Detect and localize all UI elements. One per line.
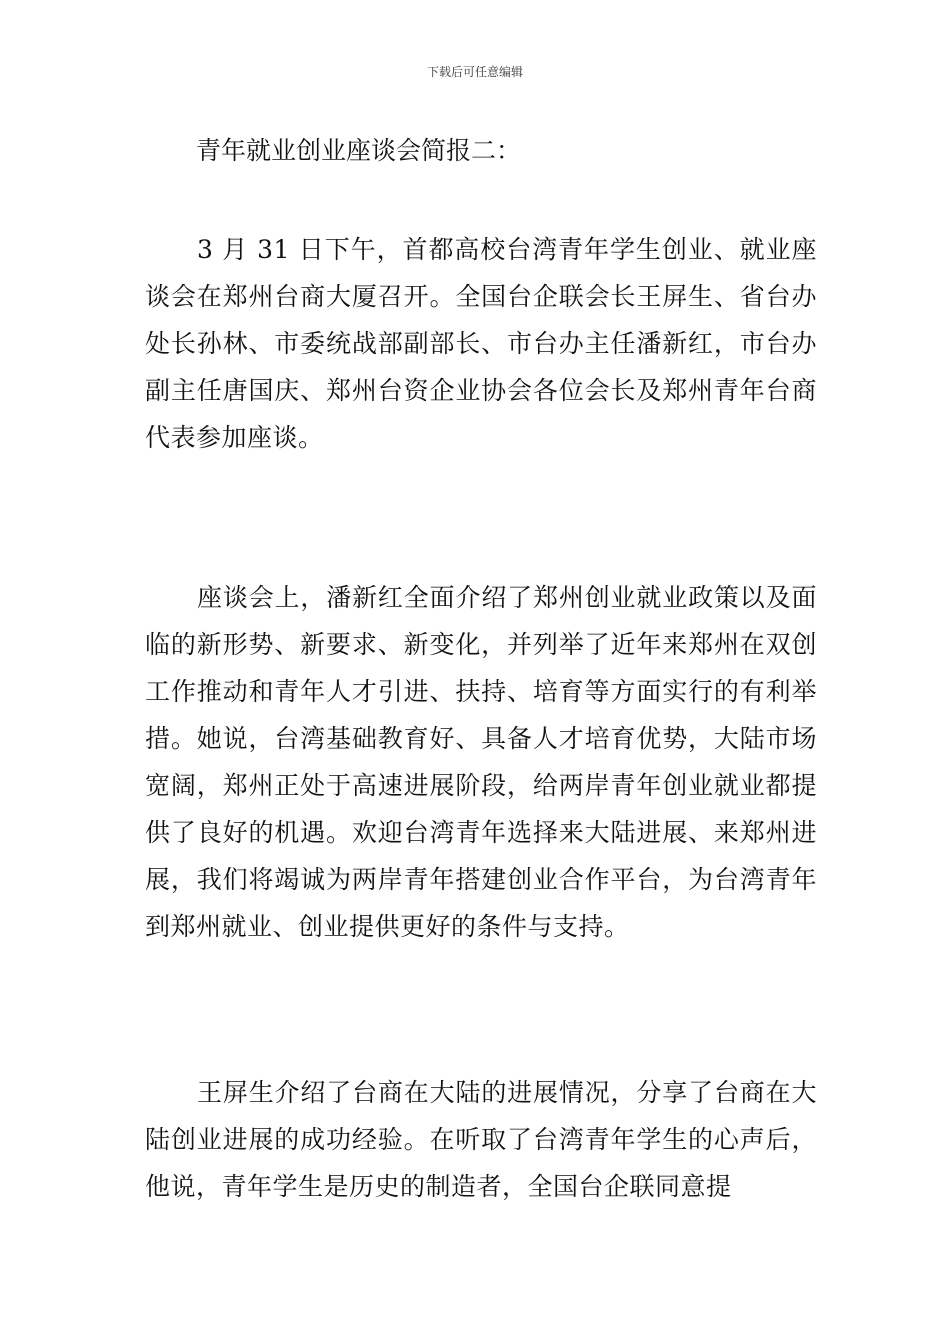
paragraph-2: 座谈会上，潘新红全面介绍了郑州创业就业政策以及面临的新形势、新要求、新变化，并列举了近年来郑州在双创工作推动和青年人才引进、扶持、培育等方面实行的有利举措。她说，台湾基础教育好、具备人才培育优势，大陆市场宽阔，郑州正处于高速进展阶段，给两岸青年创业就业都提供了良好的机遇。欢迎台湾青年选择来大陆进展、来郑州进展，我们将竭诚为两岸青年搭建创业合作平台，为台湾青年到郑州就业、创业提供更好的条件与支持。 <box>145 583 817 941</box>
paragraph-3: 王屏生介绍了台商在大陆的进展情况，分享了台商在大陆创业进展的成功经验。在听取了台湾青年学生的心声后，他说，青年学生是历史的制造者，全国台企联同意提 <box>145 1078 817 1201</box>
page-header-note: 下载后可任意编辑 <box>426 65 523 79</box>
document-title: 青年就业创业座谈会简报二： <box>196 136 522 165</box>
paragraph-1: 3 月 31 日下午，首都高校台湾青年学生创业、就业座谈会在郑州台商大厦召开。全国台企联会长王屏生、省台办处长孙林、市委统战部副部长、市台办主任潘新红，市台办副主任唐国庆、郑州台资企业协会各位会长及郑州青年台商代表参加座谈。 <box>145 235 817 452</box>
